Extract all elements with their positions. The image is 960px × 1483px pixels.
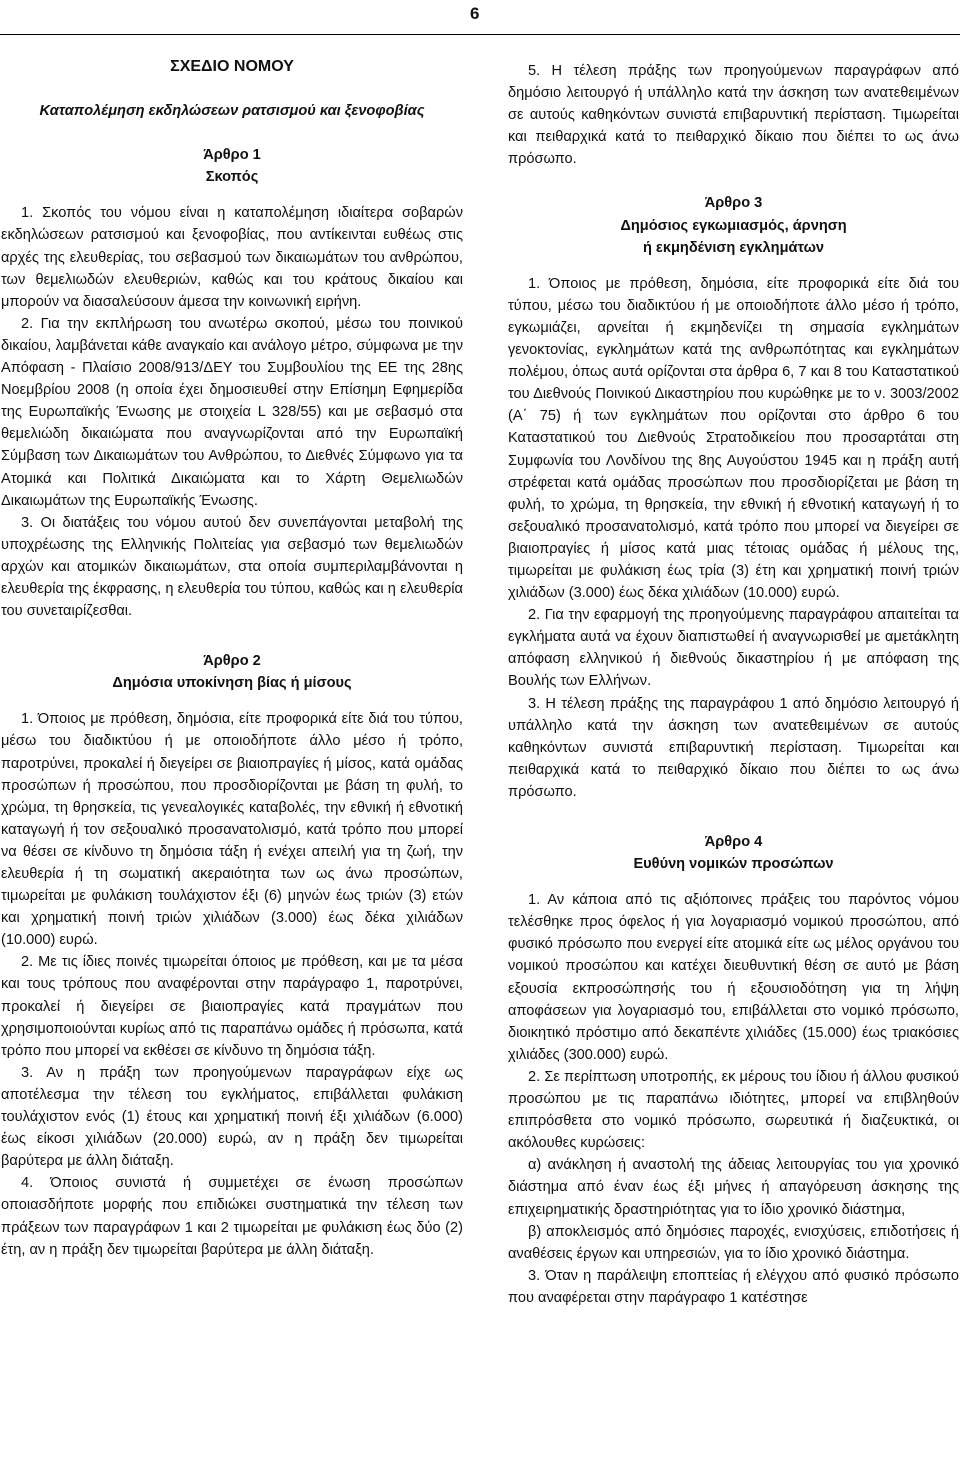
article-4-heading: Ευθύνη νομικών προσώπων (633, 856, 834, 873)
article-1-paragraph-2: 2. Για την εκπλήρωση του ανωτέρω σκοπού, μέσω του ποινικού δικαίου, λαμβάνεται κάθε αναγκαίο και ανάλογο μέτρο, σύμφωνα με την Απόφαση - Πλαίσιο 2008/913/ΔΕΥ του Συμβουλίου της ΕΕ της 28ης Νοεμβρίου 2008 (η οποία έχει δημοσιευθεί στην Επίσημη Εφημερίδα της Ευρωπαϊκής Ένωσης με στοιχεία L 328/55) και με σεβασμό στα θεμελιώδη δικαιώματα που αναγνωρίζονται από την Ευρωπαϊκή Σύμβαση των Δικαιωμάτων του Ανθρώπου, το Διεθνές Σύμφωνο για τα Ατομικά και Πολιτικά Δικαιώματα και το Χάρτη Θεμελιωδών Δικαιωμάτων της Ευρωπαϊκής Ένωσης. (1, 315, 463, 509)
article-3-paragraph-2: 2. Για την εφαρμογή της προηγούμενης παραγράφου απαιτείται τα εγκλήματα αυτά να έχουν διαπιστωθεί ή αναγνωρισθεί με αμετάκλητη απόφαση ελληνικού ή διεθνούς δικαστηρίου ή με απόφαση της Βουλής των Ελλήνων. (508, 607, 959, 690)
article-3-number: Άρθρο 3 (704, 195, 763, 212)
article-4-paragraph-2: 2. Σε περίπτωση υποτροπής, εκ μέρους του ίδιου ή άλλου φυσικού προσώπου με τις παραπάνω ιδιότητες, μπορεί να επιβληθούν επιπρόσθετα στο νομικό πρόσωπο, σωρευτικά ή διαζευκτικά, οι ακόλουθες κυρώσεις: (508, 1068, 959, 1152)
article-3-paragraph-1: 1. Όποιος με πρόθεση, δημόσια, είτε προφορικά είτε διά του τύπου, μέσω του διαδικτύου ή με οποιοδήποτε άλλο μέσο ή τρόπο, εγκωμιάζει, αρνείται ή εκμηδενίζει τη σημασία εγκλημάτων γενοκτονίας, εγκλημάτων κατά της ανθρωπότητας και εγκλημάτων πολέμου, όπως αυτά ορίζονται στα άρθρα 6, 7 και 8 του Καταστατικού του Διεθνούς Ποινικού Δικαστηρίου που κυρώθηκε με το ν. 3003/2002 (Α΄ 75) ή των εγκλημάτων που ορίζονται στο άρθρο 6 του Καταστατικού του Διεθνούς Στρατοδικείου που προσαρτάται στη Συμφωνία του Λονδίνου της 8ης Αυγούστου 1945 και η πράξη αυτή στρέφεται κατά ομάδας προσώπων που προσδιορίζεται με βάση τη φυλή, το χρώμα, τη θρησκεία, την εθνική ή εθνοτική καταγωγή ή το σεξουαλικό προσανατολισμό, κατά τρόπο που μπορεί να διεγείρει σε βιαιοπραγίες ή μίσος κατά μιας τέτοιας ομάδας ή μέλους της, τιμωρείται με φυλάκιση έως τρία (3) έτη και χρηματική ποινή τριών χιλιάδων (3.000) έως δέκα χιλιάδων (10.000) ευρώ. (508, 275, 959, 602)
article-1-number: Άρθρο 1 (203, 147, 261, 164)
article-2-paragraph-3: 3. Αν η πράξη των προηγούμενων παραγράφων είχε ως αποτέλεσμα την τέλεση του εγκλήματος, επιβάλλεται φυλάκιση τουλάχιστον ενός (1) έτους και χρηματική ποινή έξι χιλιάδων (6.000) έως είκοσι χιλιάδων (20.000) ευρώ, αν η πράξη δεν τιμωρείται βαρύτερα με άλλη διάταξη. (1, 1064, 463, 1170)
article-2-paragraph-5: 5. Η τέλεση πράξης των προηγούμενων παραγράφων από δημόσιο λειτουργό ή υπάλληλο κατά την άσκηση των ανατεθειμένων σε αυτούς καθηκόντων συνιστά επιβαρυντική περίσταση. Τιμωρείται και πειθαρχικά κατά το πειθαρχικό δίκαιο που διέπει το ως άνω πρόσωπο. (508, 63, 959, 168)
document-subtitle: Καταπολέμηση εκδηλώσεων ρατσισμού και ξενοφοβίας (39, 103, 425, 120)
article-2-number: Άρθρο 2 (203, 653, 261, 670)
article-2-paragraph-4: 4. Όποιος συνιστά ή συμμετέχει σε ένωση προσώπων οποιασδήποτε μορφής που επιδιώκει συστηματικά την τέλεση των πράξεων των παραγράφων 1 και 2 τιμωρείται με φυλάκιση έως δύο (2) έτη, αν η πράξη δεν τιμωρείται βαρύτερα με άλλη διάταξη. (1, 1175, 463, 1258)
article-4-paragraph-3: 3. Όταν η παράλειψη εποπτείας ή ελέγχου από φυσικό πρόσωπο που αναφέρεται στην παράγραφο 1 κατέστησε (508, 1267, 959, 1306)
article-4-paragraph-2b: β) αποκλεισμός από δημόσιες παροχές, ενισχύσεις, επιδοτήσεις ή αναθέσεις έργων και υπηρεσιών, για το ίδιο χρονικό διάστημα. (508, 1223, 959, 1262)
header-rule (0, 34, 960, 35)
left-column (1, 56, 463, 1261)
page-number: 6 (470, 4, 480, 23)
article-3-heading-line-1: Δημόσιος εγκωμιασμός, άρνηση (620, 217, 847, 234)
right-column (508, 60, 959, 1309)
article-4-number: Άρθρο 4 (704, 834, 763, 850)
article-1-paragraph-3: 3. Οι διατάξεις του νόμου αυτού δεν συνεπάγονται μεταβολή της υποχρέωσης της Ελληνικής Πολιτείας για σεβασμό των θεμελιωδών αρχών και ατομικών δικαιωμάτων, στα οποία συμπεριλαμβάνονται η ελευθερία της έκφρασης, η ελευθερία του τύπου, καθώς και η ελευθερία του συνεταιρίζεσθαι. (1, 514, 463, 620)
article-3-heading-line-2: ή εκμηδένιση εγκλημάτων (642, 239, 825, 256)
article-2-paragraph-2: 2. Με τις ίδιες ποινές τιμωρείται όποιος με πρόθεση, και με τα μέσα και τους τρόπους που αναφέρονται στην παράγραφο 1, παροτρύνει, προκαλεί ή διεγείρει σε βιαιοπραγίες κατά πραγμάτων που χρησιμοποιούνται κυρίως από τις παραπάνω ομάδες ή πρόσωπα, κατά τρόπο που μπορεί να εκθέσει σε κίνδυνο τη δημόσια τάξη. (1, 954, 463, 1059)
article-2-heading: Δημόσια υποκίνηση βίας ή μίσους (112, 675, 352, 692)
article-2-paragraph-1: 1. Όποιος με πρόθεση, δημόσια, είτε προφορικά είτε διά του τύπου, μέσω του διαδικτύου ή με οποιοδήποτε άλλο μέσο ή τρόπο, παροτρύνει, προκαλεί ή διεγείρει σε βιαιοπραγίες ή μίσος, κατά ομάδας προσώπων ή προσώπου, που προσδιορίζονται με βάση τη φυλή, το χρώμα, τη θρησκεία, τις γενεαλογικές καταβολές, την εθνική ή εθνοτική καταγωγή ή τον σεξουαλικό προσανατολισμό, κατά τρόπο που μπορεί να θέσει σε κίνδυνο τη δημόσια τάξη ή ενέχει απειλή για τη ζωή, την ελευθερία ή τη σωματική ακεραιότητα των ως άνω προσώπων, τιμωρείται με φυλάκιση τουλάχιστον έξι (6) μηνών έως τριών (3) ετών και χρηματική ποινή τριών χιλιάδων (3.000) έως δέκα χιλιάδων (10.000) ευρώ. (1, 711, 463, 949)
document-title: ΣΧΕΔΙΟ ΝΟΜΟΥ (170, 58, 294, 75)
article-4-paragraph-1: 1. Αν κάποια από τις αξιόποινες πράξεις του παρόντος νόμου τελέσθηκε προς όφελος ή για λογαριασμό νομικού προσώπου, από φυσικό πρόσωπο που ενεργεί είτε ατομικά είτε ως μέλος οργάνου του νομικού προσώπου και κατέχει διευθυντική θέση σε αυτό με βάση εξουσία εκπροσώπησής του ή εξουσιοδότηση για τη λήψη αποφάσεων για λογαριασμό του, επιβάλλεται στο νομικό πρόσωπο, διοικητικό πρόστιμο από δεκαπέντε χιλιάδες (15.000) έως τριακόσιες χιλιάδες (300.000) ευρώ. (508, 892, 959, 1063)
article-4-paragraph-2a: α) ανάκληση ή αναστολή της άδειας λειτουργίας του για χρονικό διάστημα από έναν έως έξι μήνες ή απαγόρευση άσκησης της επιχειρηματικής δραστηριότητας για το ίδιο χρονικό διάστημα, (508, 1157, 959, 1218)
article-3-paragraph-3: 3. Η τέλεση πράξης της παραγράφου 1 από δημόσιο λειτουργό ή υπάλληλο κατά την άσκηση των ανατεθειμένων σε αυτούς καθηκόντων συνιστά επιβαρυντική περίσταση. Τιμωρείται και πειθαρχικά κατά το πειθαρχικό δίκαιο που διέπει το ως άνω πρόσωπο. (508, 695, 959, 800)
article-1-paragraph-1: 1. Σκοπός του νόμου είναι η καταπολέμηση ιδιαίτερα σοβαρών εκδηλώσεων ρατσισμού και ξενοφοβίας, που αντίκεινται ευθέως στις αρχές της ελευθερίας, του σεβασμού των δικαιωμάτων του ανθρώπου, των θεμελιωδών ελευθεριών, καθώς και του κράτους δικαίου και μπορούν να διασαλεύσουν άμεσα την κοινωνική ειρήνη. (1, 205, 463, 310)
article-1-heading: Σκοπός (205, 169, 259, 186)
